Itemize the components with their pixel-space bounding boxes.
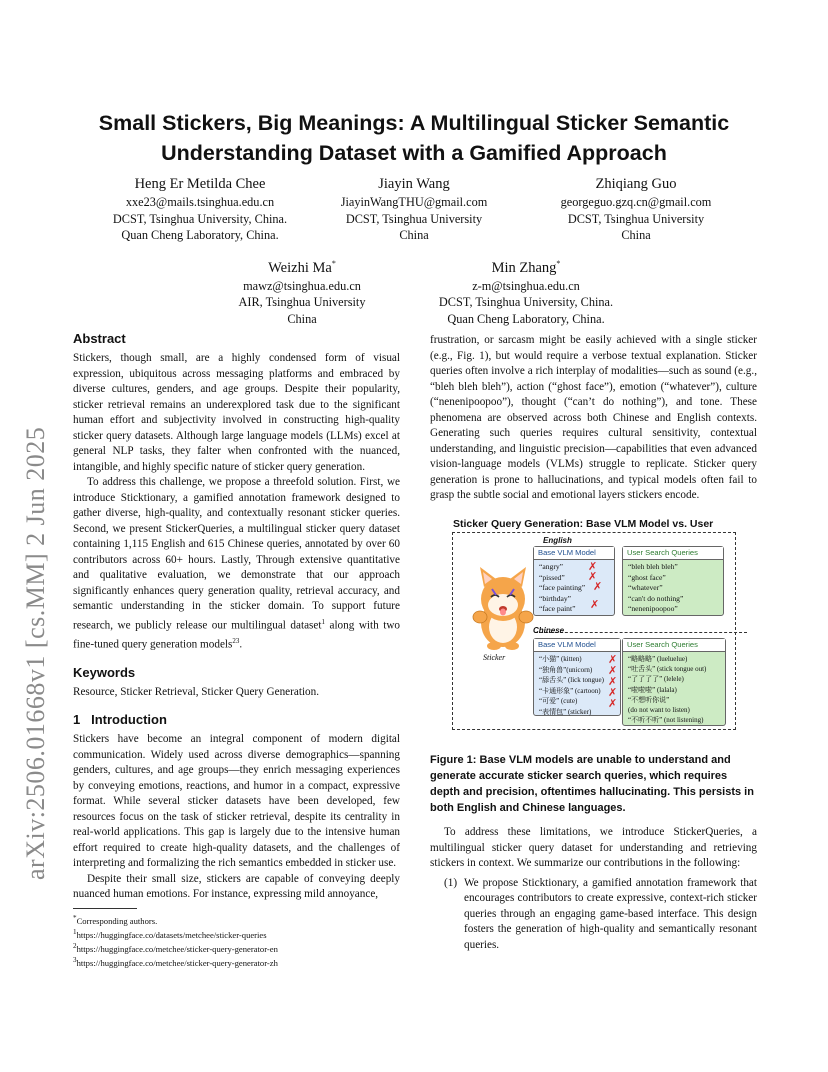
author-email: xxe23@mails.tsinghua.edu.cn (125, 195, 275, 209)
footnote: *Corresponding authors. (73, 914, 158, 926)
title-line-2: Understanding Dataset with a Gamified Approach (161, 141, 667, 165)
intro-heading: 1 Introduction (73, 712, 167, 728)
author-email: mawz@tsinghua.edu.cn (243, 278, 361, 293)
author-affiliation: China (287, 311, 317, 326)
author-affiliation: DCST, Tsinghua University (345, 211, 483, 226)
author-email: georgeguo.gzq.cn@gmail.com (560, 195, 712, 209)
keywords-text: Resource, Sticker Retrieval, Sticker Query Generation. (73, 685, 320, 698)
figure-title: Sticker Query Generation: Base VLM Model vs. User (453, 518, 714, 530)
body-paragraph: To address these limitations, we introduce StickerQueries, a multilingual sticker query dataset for understanding and retrieving stickers in context. We summarize our contributions in the following: (430, 826, 757, 869)
arxiv-stamp: arXiv:2506.01668v1 [cs.MM] 2 Jun 2025 (21, 426, 50, 880)
base-vlm-queries: “angry” “pissed” “face painting” “birthday” “face paint” (539, 562, 586, 614)
author-block (510, 174, 762, 244)
base-vlm-header: Base VLM Model (534, 547, 614, 560)
cross-icon: ✗ (608, 653, 618, 666)
author-name: Jiayin Wang (378, 176, 450, 192)
abstract-paragraph: To address this challenge, we propose a threefold solution. First, we introduce Sticktionary, a gamified annotation framework designed to gather diverse, high-quality, and contextually resonant sticker queries. Second, we present StickerQueries, a multilingual sticker query dataset containing 1,115 English and 615 Chinese queries, annotated by over 60 contributors across 60+ hours. Lastly, Through extensive quantitative and qualitative evaluation, we demonstrate that our approach significantly enhances query generation quality, retrieval accuracy, and semantic understanding in the sticker domain. To support future research, we publicly release our multilingual dataset$^1$ along with two fine-tuned query generation models$^{23}$. (73, 476, 401, 651)
user-queries-header: User Search Queries (623, 547, 723, 560)
sticker-label: Sticker (483, 653, 506, 662)
base-vlm-header: Base VLM Model (534, 639, 620, 652)
figure-divider (535, 632, 747, 633)
cross-icon: ✗ (588, 570, 598, 583)
contributions-list (444, 876, 757, 954)
user-queries: “bleh bleh bleh” “ghost face” “whatever” “can't do nothing” “nenenipoopoo” (628, 562, 684, 614)
footnote: $^1$https://huggingface.co/datasets/metchee/sticker-queries (73, 927, 267, 940)
cross-icon: ✗ (590, 598, 600, 611)
paper-title (60, 108, 768, 168)
author-block: Weizhi Ma* mawz@tsinghua.edu.cn AIR, Tsinghua University China (200, 254, 404, 327)
author-affiliation: DCST, Tsinghua University, China. (112, 211, 288, 226)
author-name: Weizhi Ma (268, 259, 332, 276)
author-affiliation: DCST, Tsinghua University, China. (438, 295, 614, 310)
base-vlm-queries: “小猫” (kitten) “独角兽”(unicorn) “舔舌头” (lick tongue) “卡通形象” (cartoon) “可爱” (cute) “表情包” (sticker) (539, 655, 604, 716)
cross-icon: ✗ (608, 664, 618, 677)
sticker-cat-image (470, 565, 536, 651)
user-queries-header: User Search Queries (623, 639, 725, 652)
author-email: z-m@tsinghua.edu.cn (472, 278, 580, 293)
cross-icon: ✗ (608, 697, 618, 710)
cross-icon: ✗ (608, 675, 618, 688)
author-name: Heng Er Metilda Chee (134, 176, 266, 192)
footnote-rule (73, 908, 137, 909)
right-column-top (430, 333, 757, 504)
author-affiliation: China (399, 228, 429, 242)
user-queries: “略略略” (lueluelue) “吐舌头” (stick tongue out) “了了了了” (lelele) “啦啦啦” (lalala) “不想听你说” (do not want to listen) “不听不听” (not listening) (628, 655, 707, 725)
author-affiliation: AIR, Tsinghua University (238, 295, 366, 310)
figure-caption: Figure 1: Base VLM models are unable to understand and generate accurate sticker search queries, which requires depth and precision, oftentimes hallucinating. This persists in both English and Chinese languages. (430, 754, 754, 814)
chinese-label: Chinese (533, 626, 565, 635)
footnote: $^2$https://huggingface.co/metchee/sticker-query-generator-en (73, 941, 278, 954)
title-line-1: Small Stickers, Big Meanings: A Multilingual Sticker Semantic (98, 111, 730, 135)
user-queries-box-chinese (622, 638, 726, 726)
author-block: Min Zhang* z-m@tsinghua.edu.cn DCST, Tsinghua University, China. Quan Cheng Laboratory, China. (418, 254, 634, 327)
author-affiliation: DCST, Tsinghua University (567, 211, 705, 226)
base-vlm-box-english (533, 546, 615, 616)
body-paragraph: frustration, or sarcasm might be easily achieved with a single sticker (e.g., Fig. 1), but would require a verbose textual explanation. Sticker queries often involve a rich interplay of modalities—such as sound (e.g., “bleh bleh bleh”), action (“ghost face”), emotion (“whatever”), culture (“nenenipoopoo”), thought (“can’t do nothing”), and tone. These phenomena are observed across both Chinese and English contexts. Generating such queries requires cultural sensitivity, contextual understanding, and linguistic precision—capabilities that even advanced vision-language models (VLMs) struggle to replicate. Sticker query generation is prone to hallucinations, and typical models often fail to grasp the subtle social and emotional layers stickers encode. (430, 334, 757, 501)
author-name: Min Zhang (491, 259, 557, 276)
author-affiliation: China (621, 228, 651, 242)
author-email: JiayinWangTHU@gmail.com (340, 195, 488, 209)
user-queries-box-english (622, 546, 724, 616)
intro-paragraph: Stickers have become an integral component of modern digital communication. Widely used across diverse demographics—spanning genders, cultures, and age groups—they enrich messaging experiences by conveying emotions, reactions, and humor in a compact, expressive format. While several sticker datasets have been developed, few resources focus on the task of sticker retrieval, despite its centrality in real-world applications. This gap is largely due to the intensive human effort required to create high-quality datasets, and the challenges of interpreting and formalizing the rich semantics embedded in sticker use. (73, 733, 400, 870)
cross-icon: ✗ (588, 560, 598, 573)
author-name: Zhiqiang Guo (595, 176, 677, 192)
cross-icon: ✗ (608, 686, 618, 699)
footnote: $^3$https://huggingface.co/metchee/sticker-query-generator-zh (73, 955, 278, 968)
author-affiliation: Quan Cheng Laboratory, China. (447, 311, 605, 326)
abstract-heading: Abstract (73, 331, 126, 346)
right-column-bottom (430, 825, 757, 953)
keywords-heading: Keywords (73, 664, 136, 680)
intro-paragraph: Despite their small size, stickers are capable of conveying deeply nuanced human emotions. For instance, expressing mild annoyance, (73, 872, 400, 901)
abstract-paragraph: Stickers, though small, are a highly condensed form of visual expression, ubiquitous across messaging platforms and embraced by diverse cultures, genders, and age groups. Despite their popularity, sticker retrieval remains an underexplored task due to the significant human effort and subjectivity involved in constructing high-quality sticker query datasets. Although large language models (LLMs) excel at general NLP tasks, they falter when confronted with the nuanced, intangible, and highly specific nature of sticker query generation. (73, 352, 400, 473)
english-label: English (543, 536, 572, 545)
author-block (290, 174, 538, 244)
left-column (73, 330, 400, 903)
cross-icon: ✗ (593, 580, 603, 593)
author-affiliation: Quan Cheng Laboratory, China. (121, 228, 279, 242)
footnotes (73, 913, 400, 968)
contribution-item: (1) We propose Sticktionary, a gamified annotation framework that encourages contributors to create expressive, context-rich sticker queries through an engaging game-based interface. This design fosters the generation of high-quality and semantically resonant queries. (444, 876, 757, 951)
